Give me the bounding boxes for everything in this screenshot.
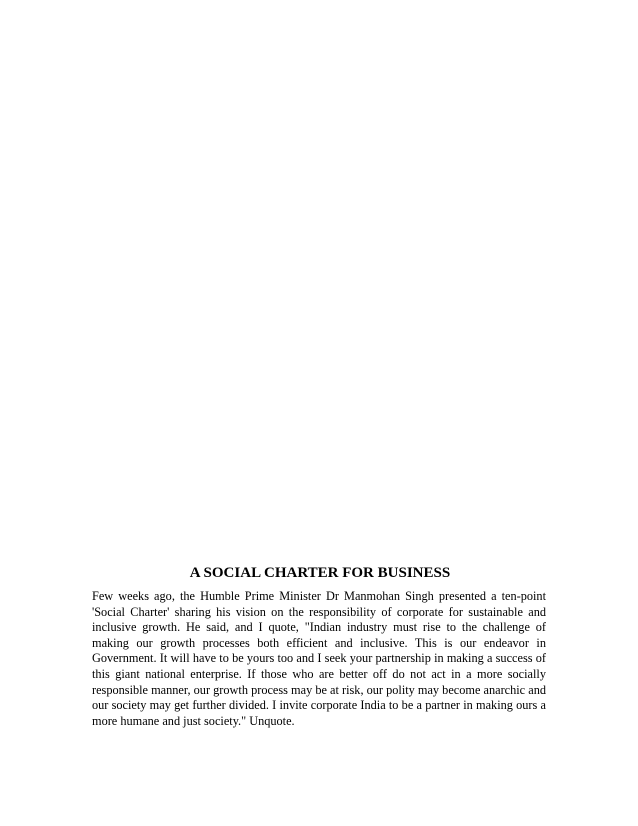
section-title: A SOCIAL CHARTER FOR BUSINESS xyxy=(189,565,451,581)
body-paragraph: Few weeks ago, the Humble Prime Minister Dr Manmohan Singh presented a ten-point 'Social Charter' sharing his vision on the responsibility of corporate for sustainable and inclusive growth. He said, and I quote, "Indian industry must rise to the challenge of making our growth processes both efficient and inclusive. This is our endeavor in Government. It will have to be yours too and I seek your partnership in making a success of this giant national enterprise. If those who are better off do not act in a more socially responsible manner, our growth process may be at risk, our polity may become anarchic and our society may get further divided. I invite corporate India to be a partner in making ours a more humane and just society." Unquote. xyxy=(92,589,546,728)
charter-section xyxy=(92,563,546,729)
